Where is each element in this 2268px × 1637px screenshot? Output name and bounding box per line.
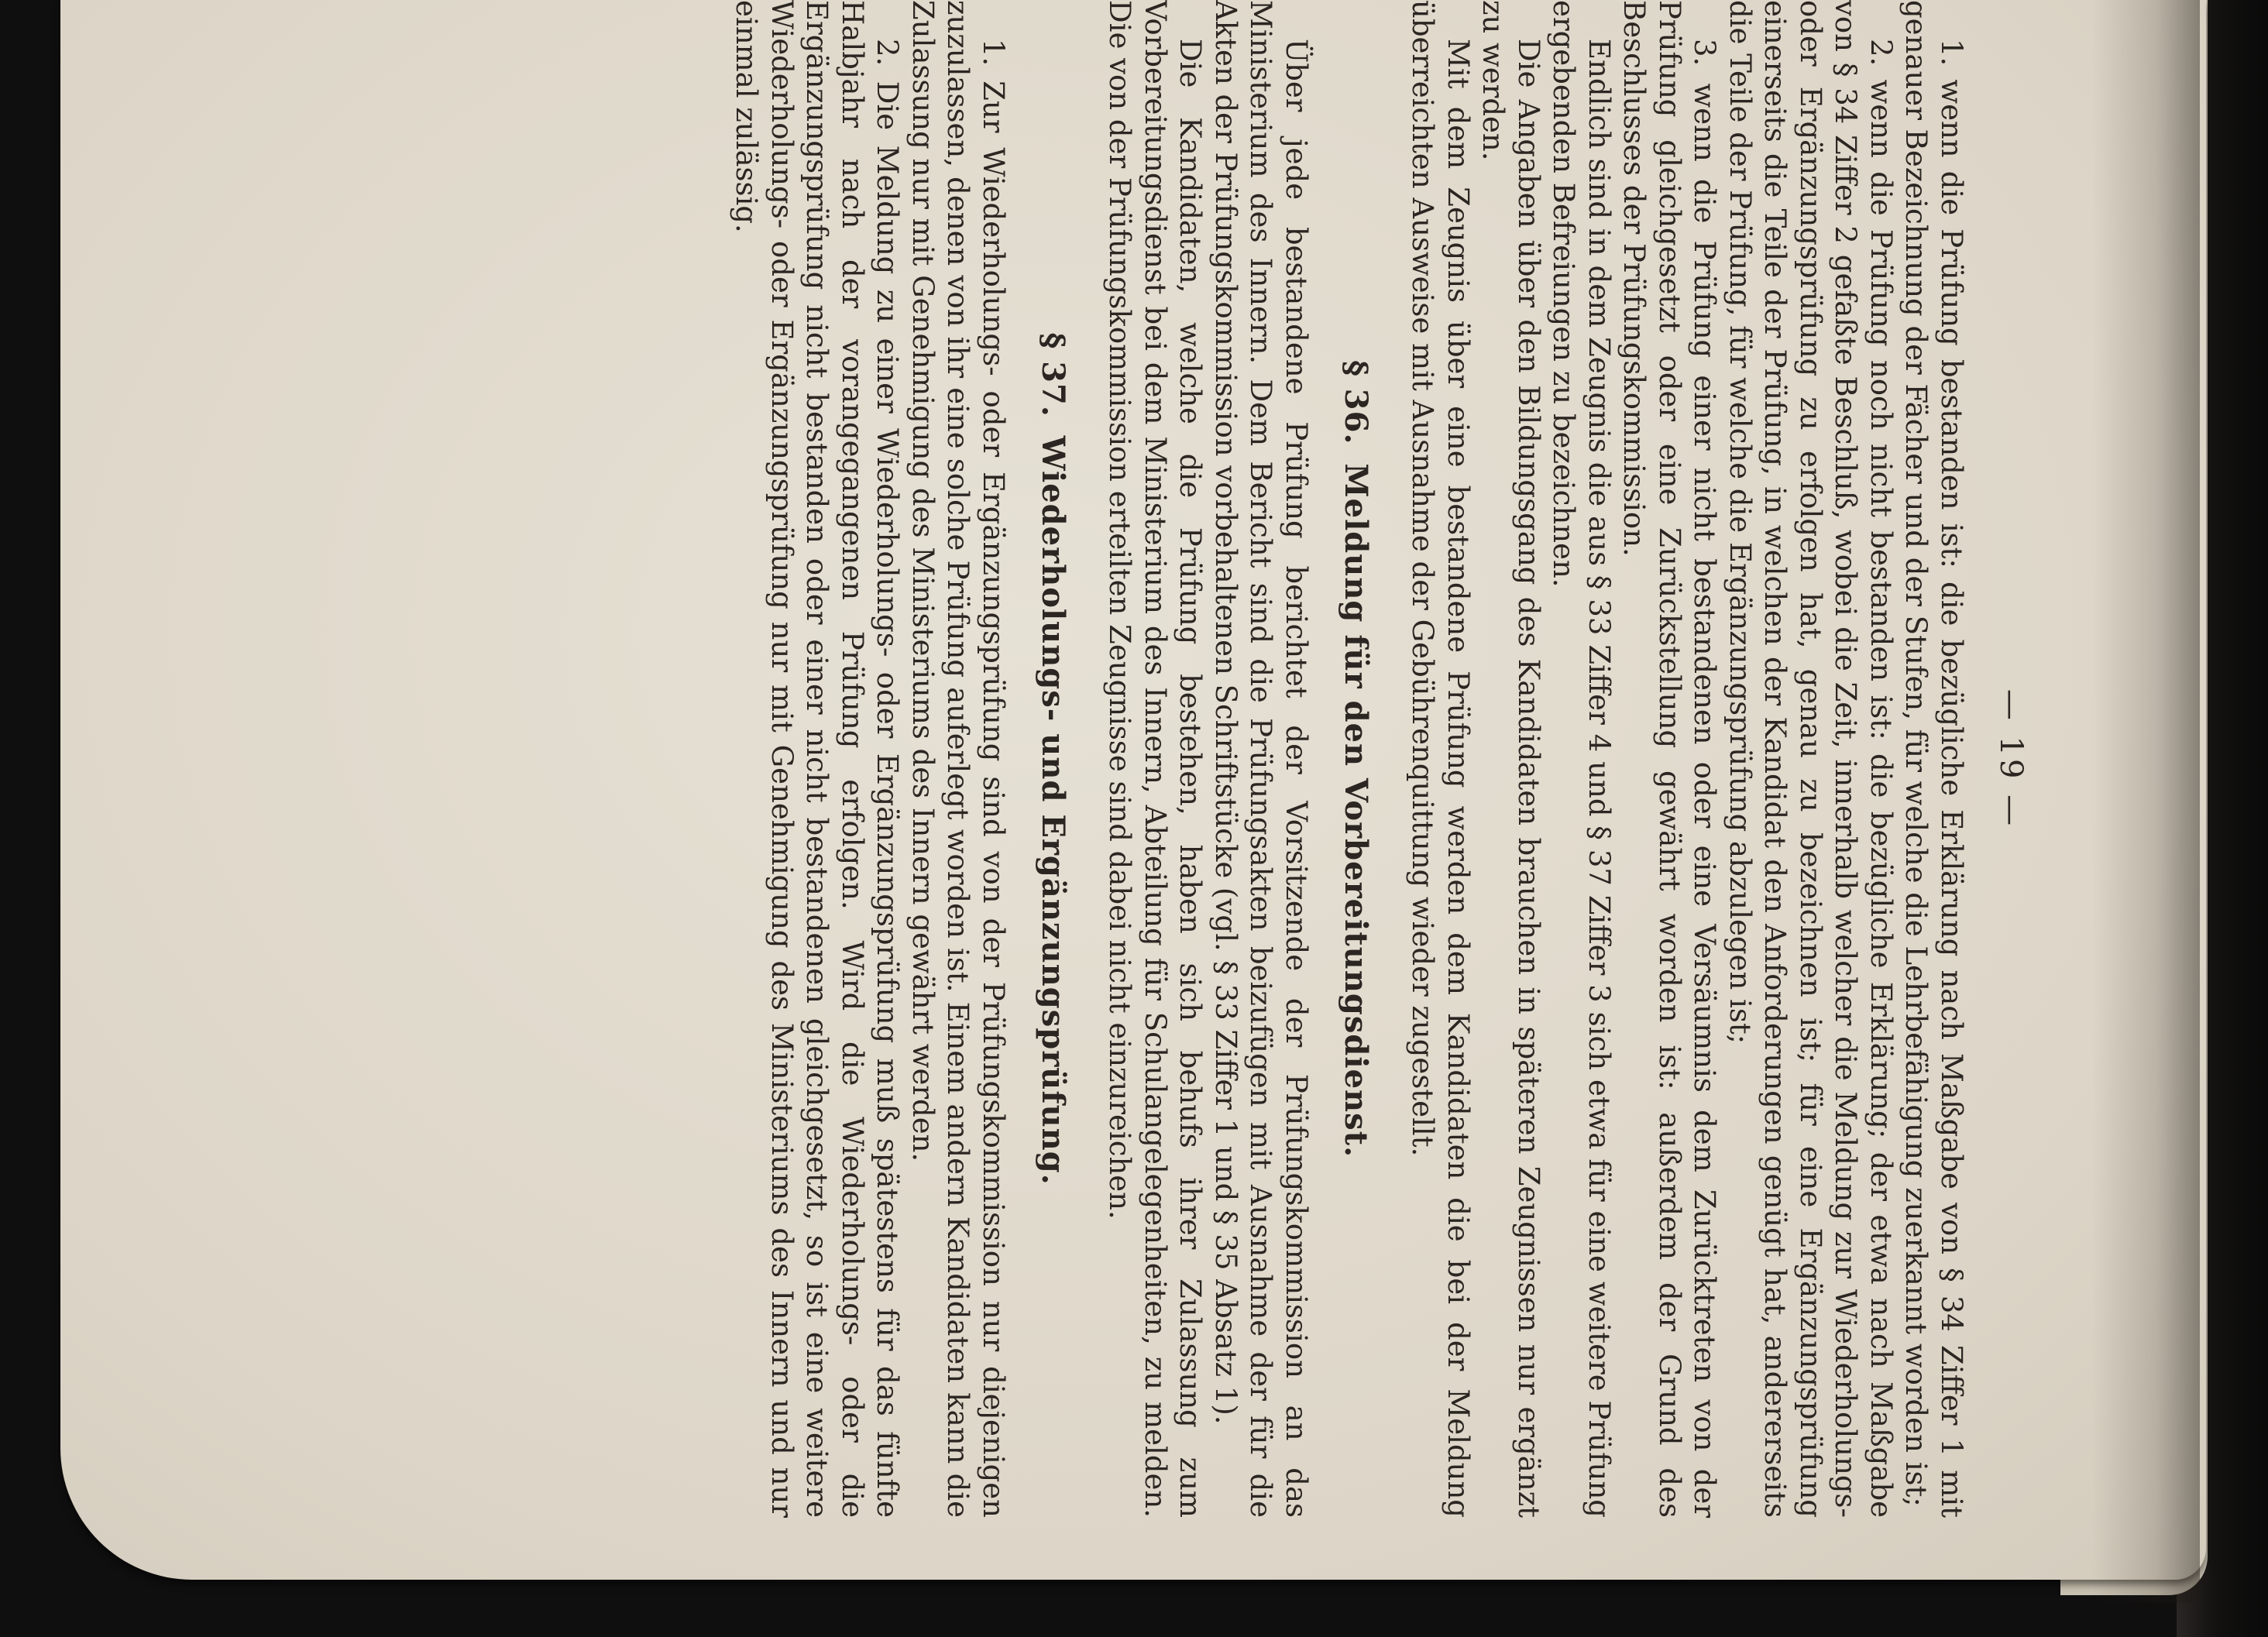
section-title: Wiederholungs- und Ergänzungsprüfung. <box>1035 435 1071 1186</box>
section-heading-37 <box>1034 0 1071 1518</box>
paragraph: 2. Die Meldung zu einer Wiederholungs- oder Ergänzungsprüfung muß spätestens für das fünfte Halbjahr nach der vorangegangenen Prüfung erfolgen. Wird die Wiederholungs- oder die Ergänzungsprüfung nicht bestanden oder einer nicht bestandenen gleichgesetzt, so ist eine weitere Wiederholungs- oder Ergänzungsprüfung nur mit Genehmigung des Ministeriums des Innern und nur einmal zulässig. <box>730 0 905 1518</box>
paragraph: 3. wenn die Prüfung einer nicht bestandenen oder eine Versäumnis dem Zurücktreten von der Prüfung gleichgesetzt oder eine Zurückstellung gewährt worden ist: außerdem der Grund des Beschlusses der Prüfungskommission. <box>1617 0 1722 1518</box>
section-number: § 37. <box>1035 332 1071 417</box>
section-heading-36 <box>1337 0 1374 1518</box>
paragraph: Endlich sind in dem Zeugnis die aus § 33 Ziffer 4 und § 37 Ziffer 3 sich etwa für eine weitere Prüfung ergebenden Befreiungen zu bezeichnen. <box>1547 0 1616 1518</box>
page-number: — 19 — <box>1993 688 2029 829</box>
paragraph: 1. Zur Wiederholungs- oder Ergänzungsprüfung sind von der Prüfungskommission nur diejenigen zuzulassen, denen von ihr eine solche Prüfung auferlegt worden ist. Einem andern Kandidaten kann die Zulassung nur mit Genehmigung des Ministeriums des Innern gewährt werden. <box>906 0 1010 1518</box>
section-title: Meldung für den Vorbereitungsdienst. <box>1338 463 1374 1158</box>
section-number: § 36. <box>1338 359 1374 445</box>
page-text <box>263 0 2029 1518</box>
paragraph: 2. wenn die Prüfung noch nicht bestanden ist: die bezügliche Erklärung; der etwa nach Maßgabe von § 34 Ziffer 2 gefaßte Beschluß, wobei die Zeit, innerhalb welcher die Meldung zur Wiederholungs- oder Ergänzungsprüfung zu erfolgen hat, genau zu bezeichnen ist; für eine Ergänzungsprüfung einerseits die Teile der Prüfung, in welchen der Kandidat den Anforderungen genügt hat, andererseits die Teile der Prüfung, für welche die Ergänzungsprüfung abzulegen ist; <box>1723 0 1898 1518</box>
paragraph: Die Kandidaten, welche die Prüfung bestehen, haben sich behufs ihrer Zulassung zum Vorbereitungsdienst bei dem Ministerium des Innern, Abteilung für Schulangelegenheiten, zu melden. Die von der Prüfungskommission erteilten Zeugnisse sind dabei nicht einzureichen. <box>1103 0 1208 1518</box>
paragraph: Mit dem Zeugnis über eine bestandene Prüfung werden dem Kandidaten die bei der Meldung überreichten Ausweise mit Ausnahme der Gebührenquittung wieder zugestellt. <box>1406 0 1475 1518</box>
paragraph: Die Angaben über den Bildungsgang des Kandidaten brauchen in späteren Zeugnissen nur ergänzt zu werden. <box>1476 0 1545 1518</box>
paragraph: Über jede bestandene Prüfung berichtet der Vorsitzende der Prüfungskommission an das Ministerium des Innern. Dem Bericht sind die Prüfungsakten beizufügen mit Ausnahme der für die Akten der Prüfungskommission vorbehaltenen Schriftstücke (vgl. § 33 Ziffer 1 und § 35 Absatz 1). <box>1209 0 1313 1518</box>
paragraph: 1. wenn die Prüfung bestanden ist: die bezügliche Erklärung nach Maßgabe von § 34 Ziffer 1 mit genauer Bezeichnung der Fächer und der Stufen, für welche die Lehrbefähigung zuerkannt worden ist; <box>1899 0 1968 1518</box>
rotated-page-content <box>730 0 2029 1637</box>
